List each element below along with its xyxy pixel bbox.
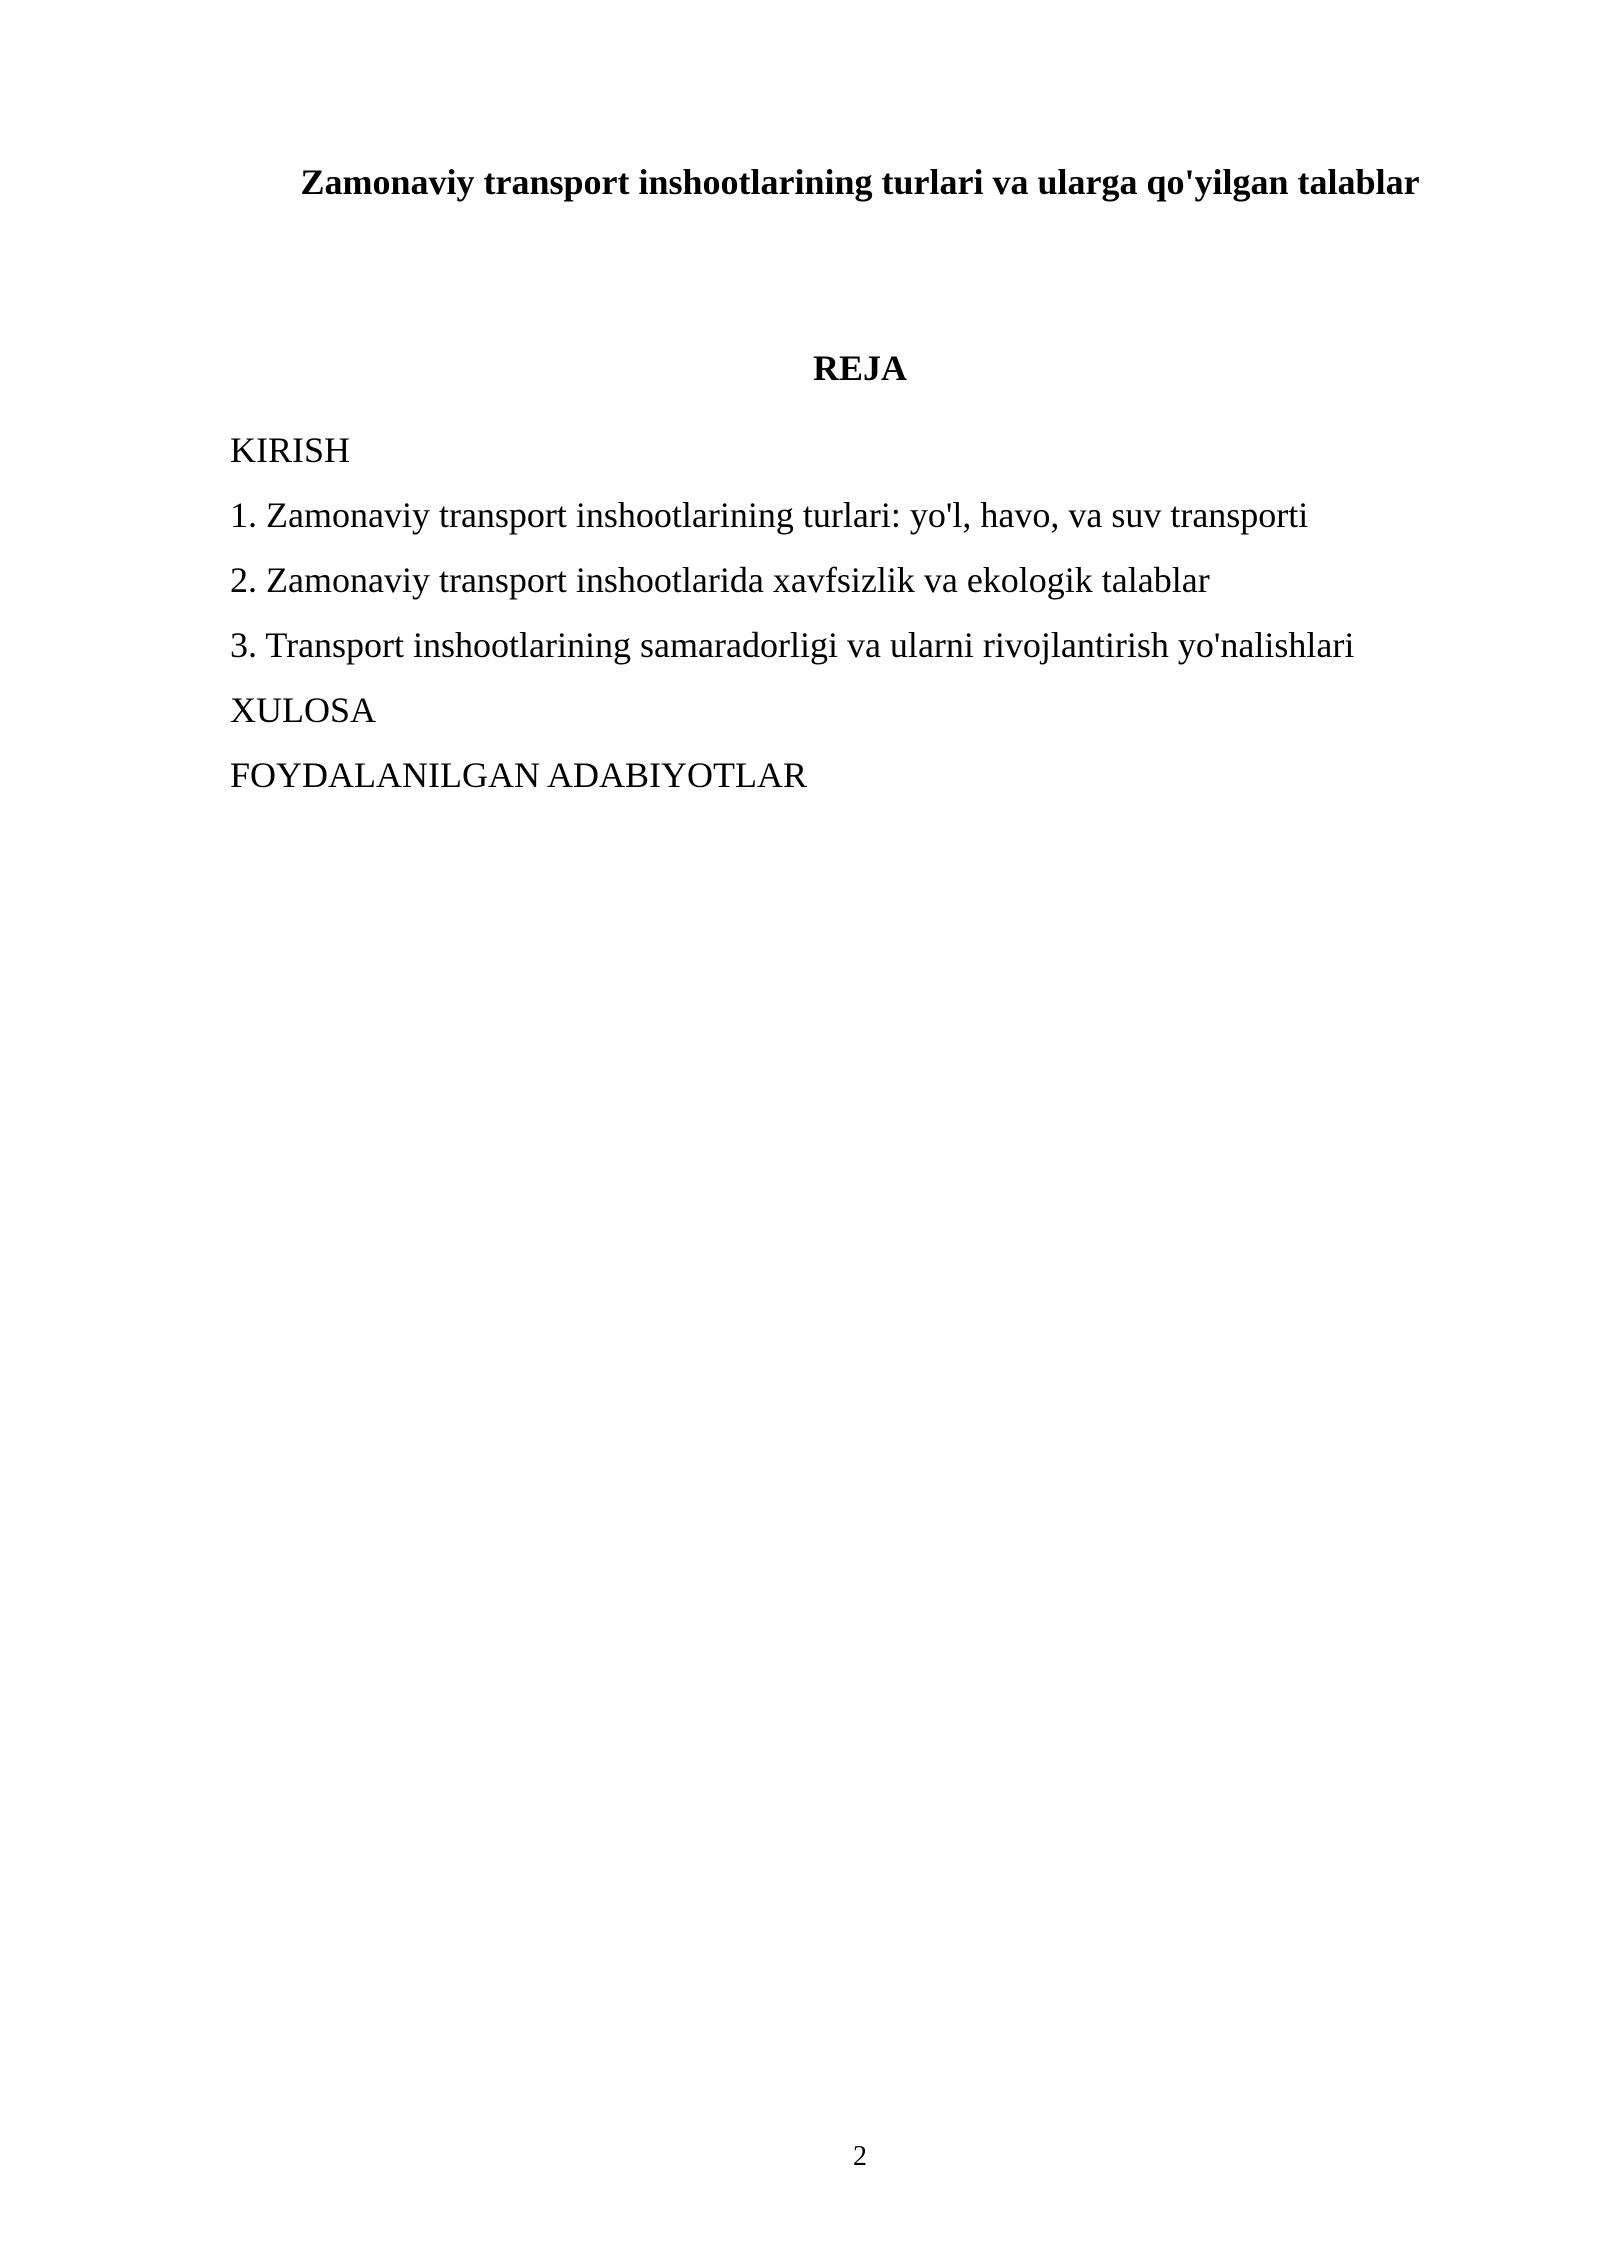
document-title: Zamonaviy transport inshootlarining turlari va ularga qo'yilgan talablar [300, 162, 1420, 202]
plan-heading: REJA [812, 348, 907, 388]
plan-item-references: FOYDALANILGAN ADABIYOTLAR [230, 755, 807, 795]
page-number: 2 [853, 2141, 867, 2172]
plan-item-introduction: KIRISH [230, 430, 351, 470]
plan-list [230, 418, 1510, 808]
plan-item-3: 3. Transport inshootlarining samaradorligi va ularni rivojlantirish yo'nalishlari [230, 625, 1355, 665]
plan-item-1: 1. Zamonaviy transport inshootlarining turlari: yo'l, havo, va suv transporti [230, 495, 1309, 535]
plan-item-2: 2. Zamonaviy transport inshootlarida xavfsizlik va ekologik talablar [230, 560, 1210, 600]
plan-item-conclusion: XULOSA [230, 690, 377, 730]
